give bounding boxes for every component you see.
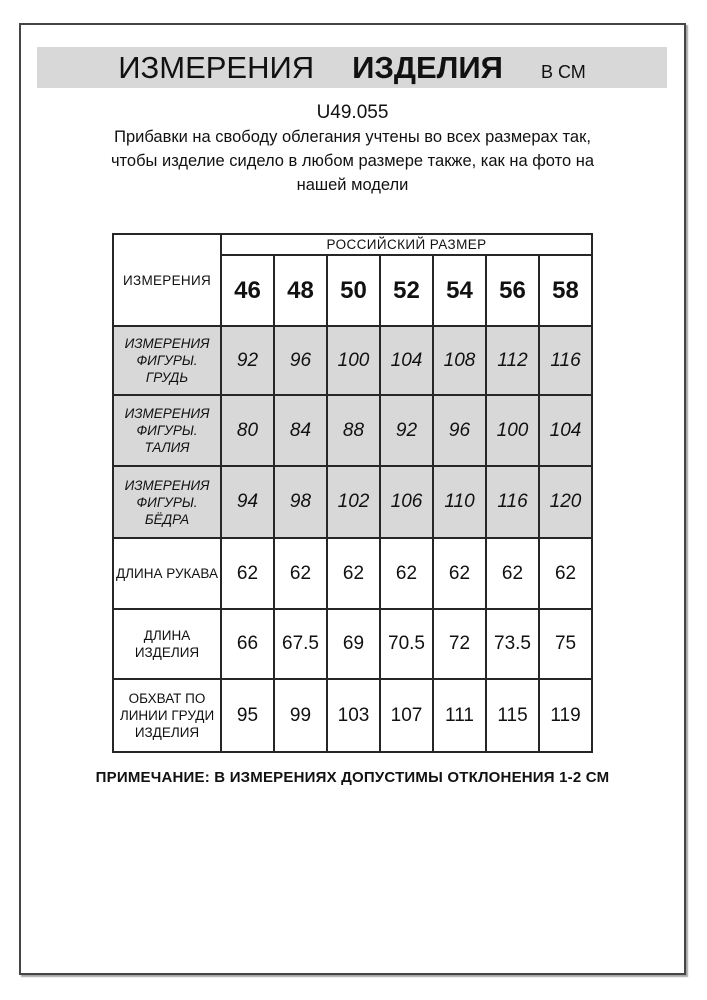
measurement-cell: 116 [486,466,539,538]
measurement-cell: 72 [433,609,486,679]
measurement-cell: 96 [274,326,327,395]
measurement-cell: 100 [327,326,380,395]
measurement-cell: 104 [380,326,433,395]
measurement-cell: 96 [433,395,486,466]
measurement-cell: 62 [539,538,592,609]
title-word-product: ИЗДЕЛИЯ [352,50,503,85]
measurements-column-header: ИЗМЕРЕНИЯ [113,234,221,326]
measurement-cell: 111 [433,679,486,752]
measurement-cell: 99 [274,679,327,752]
measurement-cell: 80 [221,395,274,466]
size-col-header: 48 [274,255,327,326]
measurement-row-label: ИЗМЕРЕНИЯ ФИГУРЫ. ГРУДЬ [113,326,221,395]
measurement-cell: 66 [221,609,274,679]
title-word-measurements: ИЗМЕРЕНИЯ [118,50,315,85]
measurement-cell: 69 [327,609,380,679]
article-code: U49.055 [316,102,389,123]
size-table-body [113,326,592,752]
measurement-cell: 62 [486,538,539,609]
measurement-row [113,466,592,538]
size-col-header: 54 [433,255,486,326]
measurement-cell: 62 [274,538,327,609]
measurement-cell: 115 [486,679,539,752]
measurement-cell: 116 [539,326,592,395]
measurement-cell: 73.5 [486,609,539,679]
fit-note-line-2: чтобы изделие сидело в любом размере также, как на фото на [110,152,595,170]
size-col-header: 46 [221,255,274,326]
measurement-cell: 92 [380,395,433,466]
fit-note-line-1: Прибавки на свободу облегания учтены во всех размерах так, [114,128,591,146]
measurement-cell: 100 [486,395,539,466]
measurement-cell: 98 [274,466,327,538]
fit-note-line-3: нашей модели [296,176,409,194]
measurement-cell: 108 [433,326,486,395]
size-table [112,233,593,753]
measurement-cell: 62 [433,538,486,609]
measurement-cell: 84 [274,395,327,466]
measurement-cell: 106 [380,466,433,538]
measurement-row [113,679,592,752]
measurement-cell: 70.5 [380,609,433,679]
measurement-row-label: ОБХВАТ ПО ЛИНИИ ГРУДИ ИЗДЕЛИЯ [113,679,221,752]
group-header-row [113,234,592,255]
measurement-row [113,395,592,466]
measurement-cell: 95 [221,679,274,752]
tolerance-note: ПРИМЕЧАНИЕ: В ИЗМЕРЕНИЯХ ДОПУСТИМЫ ОТКЛОНЕНИЯ 1-2 СМ [95,769,610,786]
measurement-cell: 103 [327,679,380,752]
page-frame [19,23,686,975]
measurement-cell: 67.5 [274,609,327,679]
measurement-cell: 92 [221,326,274,395]
measurement-cell: 94 [221,466,274,538]
measurement-row-label: ИЗМЕРЕНИЯ ФИГУРЫ. ТАЛИЯ [113,395,221,466]
measurement-row-label: ДЛИНА ИЗДЕЛИЯ [113,609,221,679]
size-col-header: 52 [380,255,433,326]
size-col-header: 58 [539,255,592,326]
measurement-cell: 62 [221,538,274,609]
measurement-cell: 119 [539,679,592,752]
measurement-cell: 75 [539,609,592,679]
russian-size-header: РОССИЙСКИЙ РАЗМЕР [221,234,592,255]
measurement-cell: 62 [327,538,380,609]
size-col-header: 50 [327,255,380,326]
measurement-row [113,326,592,395]
measurement-cell: 102 [327,466,380,538]
measurement-row-label: ДЛИНА РУКАВА [113,538,221,609]
title-unit-cm: В СМ [540,62,586,82]
fit-note [21,125,684,197]
title-banner [37,47,667,88]
measurement-cell: 112 [486,326,539,395]
measurement-row-label: ИЗМЕРЕНИЯ ФИГУРЫ. БЁДРА [113,466,221,538]
measurement-cell: 120 [539,466,592,538]
size-col-header: 56 [486,255,539,326]
measurement-cell: 107 [380,679,433,752]
measurement-cell: 62 [380,538,433,609]
measurement-cell: 104 [539,395,592,466]
measurement-row [113,538,592,609]
measurement-cell: 88 [327,395,380,466]
measurement-row [113,609,592,679]
measurement-cell: 110 [433,466,486,538]
